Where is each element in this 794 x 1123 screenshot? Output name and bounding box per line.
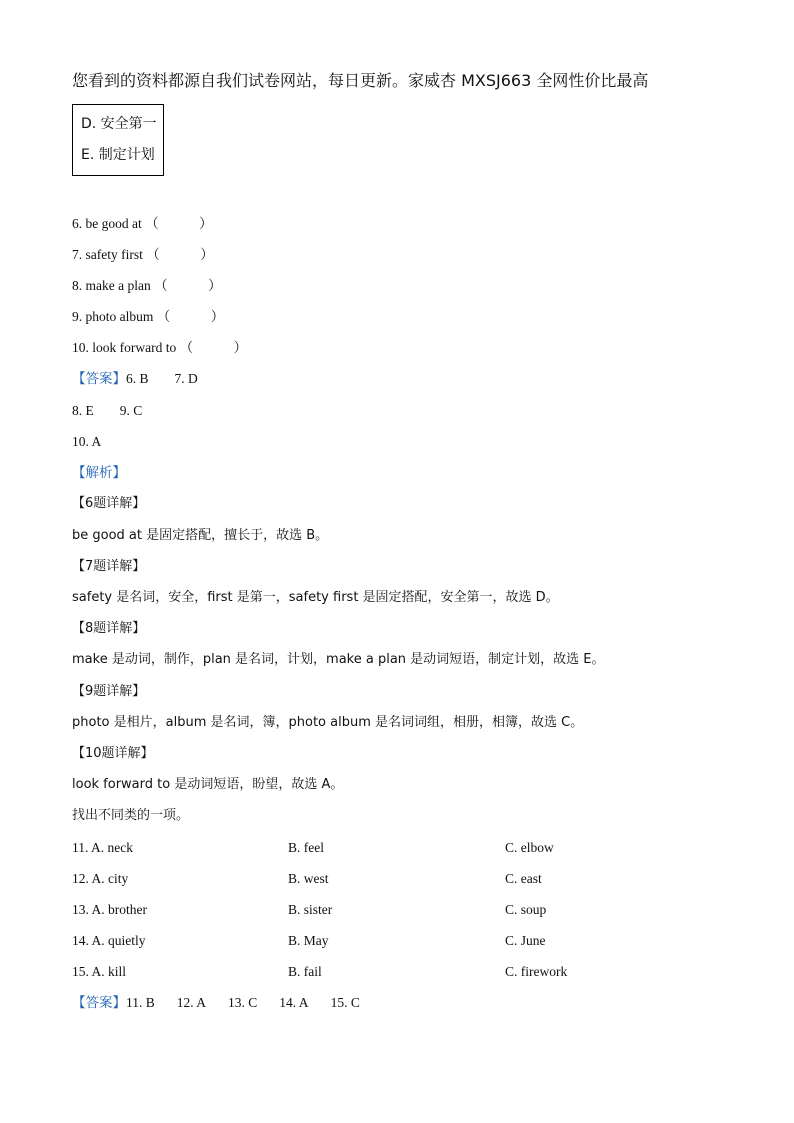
answer-6: 6. B (126, 371, 149, 386)
answer-row-4 (72, 993, 360, 1013)
answer-13: 13. C (228, 995, 258, 1010)
q14-c: C. June (505, 933, 546, 948)
question-6: 6. be good at （ ） (72, 216, 213, 231)
q13-c: C. soup (505, 902, 547, 917)
question-7: 7. safety first （ ） (72, 247, 214, 262)
answer-row-2 (72, 401, 142, 421)
q15-b: B. fail (288, 964, 322, 979)
detail-10-title: 【10题详解】 (72, 746, 154, 761)
answer-11: 11. B (126, 995, 155, 1010)
answer-row-3: 10. A (72, 434, 102, 449)
q11-b: B. feel (288, 840, 324, 855)
detail-9-title: 【9题详解】 (72, 684, 146, 699)
q14-b: B. May (288, 933, 329, 948)
q13-a: 13. A. brother (72, 902, 147, 917)
q12-a: 12. A. city (72, 871, 129, 886)
detail-10-text: look forward to 是动词短语，盼望，故选 A。 (72, 777, 344, 792)
answer-row-1 (72, 369, 198, 389)
q11-a: 11. A. neck (72, 840, 133, 855)
section-title: 找出不同类的一项。 (72, 808, 190, 823)
detail-8-title: 【8题详解】 (72, 621, 146, 636)
detail-8-text: make 是动词，制作，plan 是名词，计划，make a plan 是动词短语，制定计划，故选 E。 (72, 652, 605, 667)
question-8: 8. make a plan （ ） (72, 278, 222, 293)
answer-12: 12. A (176, 995, 207, 1010)
answer-14: 14. A (279, 995, 309, 1010)
detail-6-text: be good at 是固定搭配，擅长于，故选 B。 (72, 528, 329, 543)
option-e: E. 制定计划 (81, 147, 155, 163)
detail-9-text: photo 是相片，album 是名词，簿，photo album 是名词词组，相册，相簿，故选 C。 (72, 715, 584, 730)
answer-8: 8. E (72, 403, 94, 418)
q12-b: B. west (288, 871, 329, 886)
q15-a: 15. A. kill (72, 964, 127, 979)
q13-b: B. sister (288, 902, 333, 917)
page-header: 您看到的资料都源自我们试卷网站，每日更新。家威杏 MXSJ663 全网性价比最高 (72, 71, 649, 90)
answer-tag-2: 【答案】 (72, 995, 126, 1011)
q15-c: C. firework (505, 964, 568, 979)
answer-7: 7. D (174, 371, 198, 386)
question-9: 9. photo album （ ） (72, 309, 225, 324)
answer-tag: 【答案】 (72, 371, 126, 387)
question-10: 10. look forward to （ ） (72, 340, 248, 355)
answer-9: 9. C (119, 403, 143, 418)
q14-a: 14. A. quietly (72, 933, 146, 948)
q11-c: C. elbow (505, 840, 554, 855)
options-box (72, 104, 164, 176)
analysis-tag: 【解析】 (72, 465, 126, 481)
detail-7-text: safety 是名词，安全，first 是第一，safety first 是固定搭配，安全第一，故选 D。 (72, 590, 559, 605)
option-d: D. 安全第一 (81, 116, 157, 132)
q12-c: C. east (505, 871, 542, 886)
answer-15: 15. C (330, 995, 360, 1010)
detail-7-title: 【7题详解】 (72, 559, 146, 574)
detail-6-title: 【6题详解】 (72, 496, 146, 511)
